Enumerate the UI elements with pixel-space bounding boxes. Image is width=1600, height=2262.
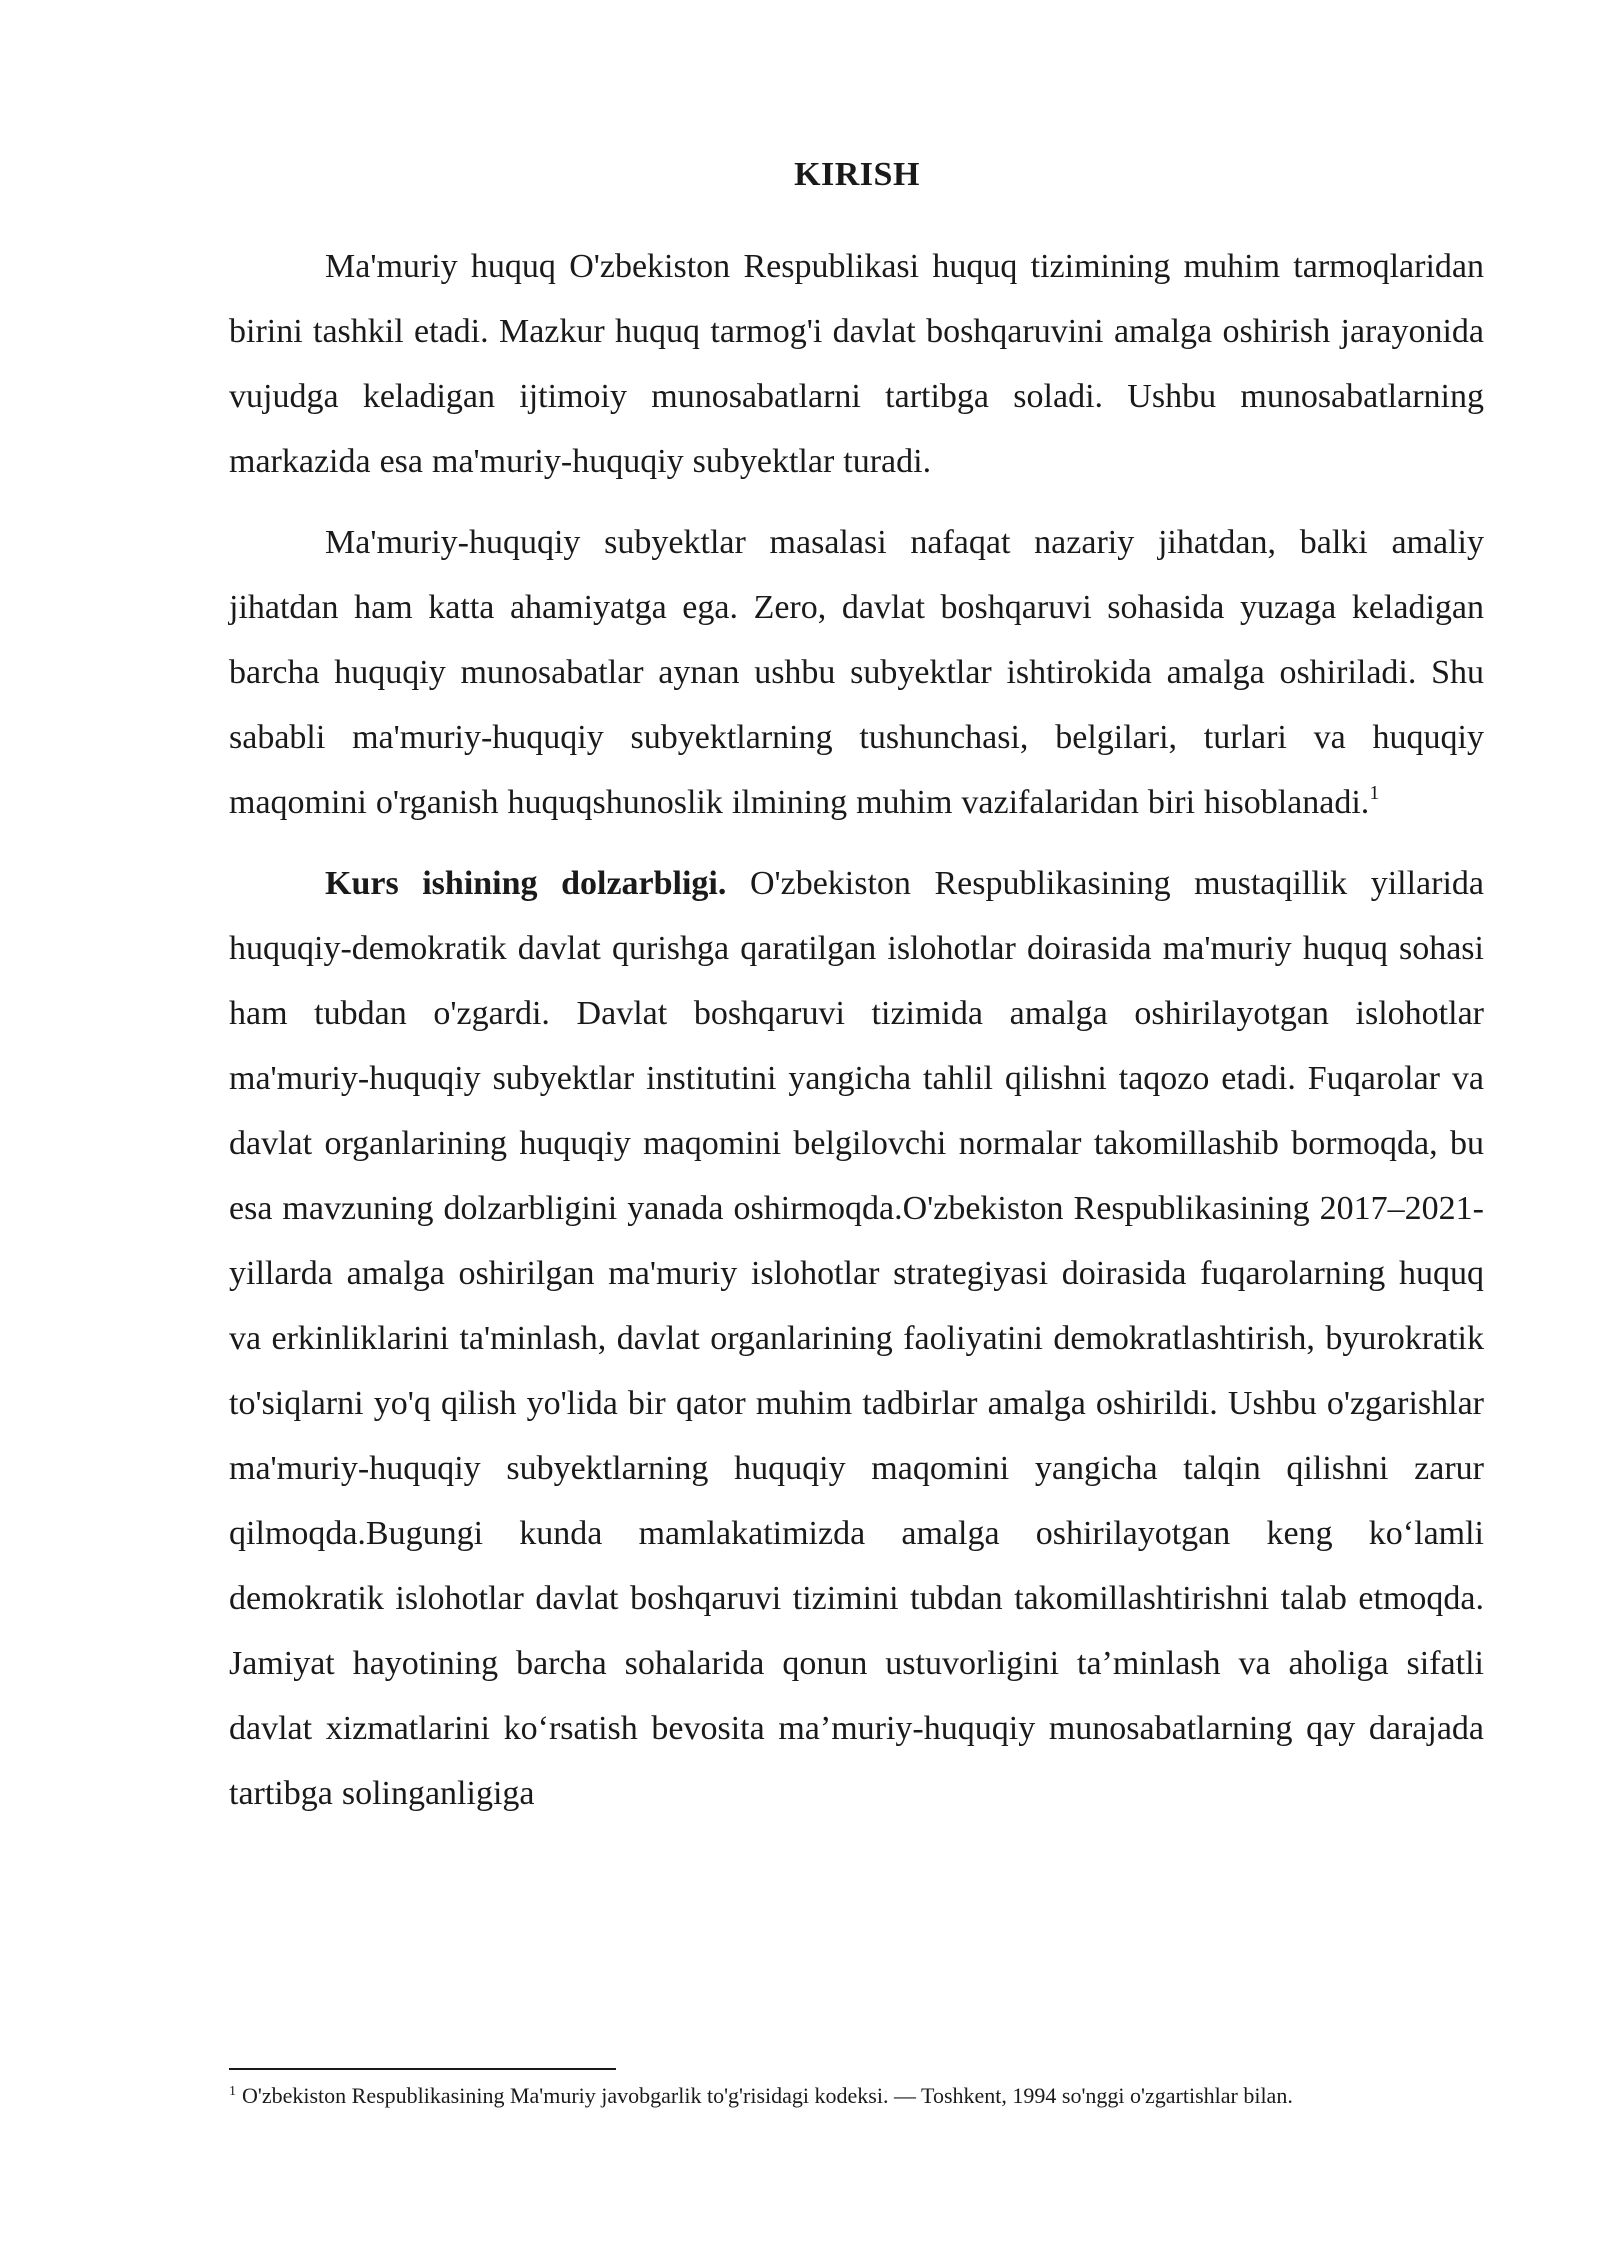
section-lead-heading: Kurs ishining dolzarbligi. <box>325 865 727 902</box>
footnote-separator <box>229 2068 616 2070</box>
page-title: KIRISH <box>794 156 920 193</box>
body-text <box>229 234 1484 1842</box>
paragraph-3 <box>229 851 1484 1826</box>
footnote-reference[interactable]: 1 <box>1369 782 1380 804</box>
footnote <box>229 2080 1484 2112</box>
paragraph-2 <box>229 510 1484 835</box>
footnote-text: O'zbekiston Respublikasining Ma'muriy javobgarlik to'g'risidagi kodeksi. — Toshkent, 1994 so'nggi o'zgartishlar bilan. <box>242 2083 1293 2108</box>
paragraph-3-text: O'zbekiston Respublikasining mustaqillik yillarida huquqiy-demokratik davlat qurishga qaratilgan islohotlar doirasida ma'muriy huquq sohasi ham tubdan o'zgardi. Davlat boshqaruvi tizimida amalga oshirilayotgan islohotlar ma'muriy-huquqiy subyektlar institutini yangicha tahlil qilishni taqozo etadi. Fuqarolar va davlat organlarining huquqiy maqomini belgilovchi normalar takomillashib bormoqda, bu esa mavzuning dolzarbligini yanada oshirmoqda.O'zbekiston Respublikasining 2017–2021-yillarda amalga oshirilgan ma'muriy islohotlar strategiyasi doirasida fuqarolarning huquq va erkinliklarini ta'minlash, davlat organlarining faoliyatini demokratlashtirish, byurokratik to'siqlarni yo'q qilish yo'lida bir qator muhim tadbirlar amalga oshirildi. Ushbu o'zgarishlar ma'muriy-huquqiy subyektlarning huquqiy maqomini yangicha talqin qilishni zarur qilmoqda.Bugungi kunda mamlakatimizda amalga oshirilayotgan keng ko‘lamli demokratik islohotlar davlat boshqaruvi tizimini tubdan takomillashtirishni talab etmoqda. Jamiyat hayotining barcha sohalarida qonun ustuvorligini ta’minlash va aholiga sifatli davlat xizmatlarini ko‘rsatish bevosita ma’muriy-huquqiy munosabatlarning qay darajada tartibga solinganligiga <box>229 865 1485 1812</box>
footnote-number: 1 <box>229 2084 236 2099</box>
paragraph-2-text: Ma'muriy-huquqiy subyektlar masalasi nafaqat nazariy jihatdan, balki amaliy jihatdan ham katta ahamiyatga ega. Zero, davlat boshqaruvi sohasida yuzaga keladigan barcha huquqiy munosabatlar aynan ushbu subyektlar ishtirokida amalga oshiriladi. Shu sababli ma'muriy-huquqiy subyektlarning tushunchasi, belgilari, turlari va huquqiy maqomini o'rganish huquqshunoslik ilmining muhim vazifalaridan biri hisoblanadi. <box>229 524 1484 821</box>
paragraph-1-text: Ma'muriy huquq O'zbekiston Respublikasi huquq tizimining muhim tarmoqlaridan birini tashkil etadi. Mazkur huquq tarmog'i davlat boshqaruvini amalga oshirish jarayonida vujudga keladigan ijtimoiy munosabatlarni tartibga soladi. Ushbu munosabatlarning markazida esa ma'muriy-huquqiy subyektlar turadi. <box>229 248 1484 480</box>
paragraph-1 <box>229 234 1484 494</box>
